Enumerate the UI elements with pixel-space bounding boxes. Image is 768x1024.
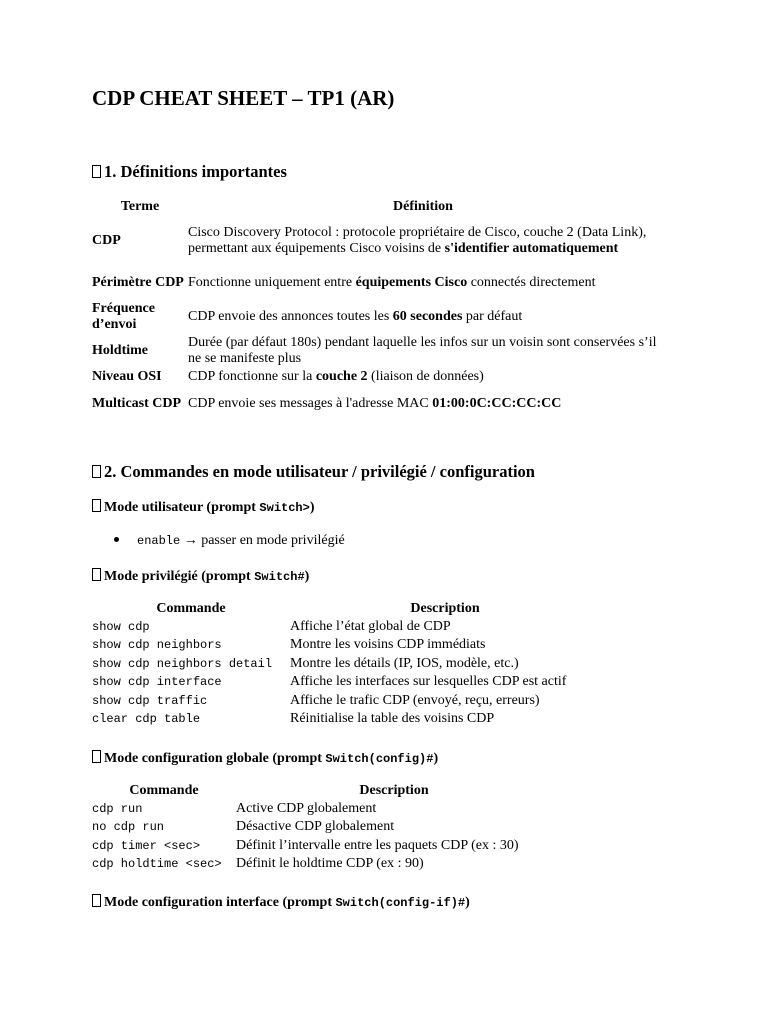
section1-heading-text: 1. Définitions importantes (104, 162, 287, 181)
term-cell: Niveau OSI (92, 369, 162, 385)
definition-text: CDP envoie ses messages à l'adresse MAC (188, 395, 433, 411)
table-header-row (92, 783, 552, 800)
description-cell: Désactive CDP globalement (236, 819, 395, 834)
definition-text: CDP envoie des annonces toutes les (188, 308, 393, 324)
command-cell: no cdp run (92, 820, 165, 834)
definition-emphasis: s'identifier automatiquement (444, 241, 619, 256)
prompt-text: Switch> (259, 501, 310, 515)
table-row (92, 800, 552, 819)
description-cell: Définit l’intervalle entre les paquets CDP (ex : 30) (236, 837, 519, 853)
heading-text: ) (465, 895, 470, 910)
definition-text: Durée (par défaut 180s) pendant laquelle les infos sur un voisin sont conservées s’il ne se manifeste plus (188, 334, 657, 366)
missing-glyph-icon (92, 894, 101, 907)
section2-heading-text: 2. Commandes en mode utilisateur / privilégié / configuration (104, 462, 535, 481)
definition-cell (188, 387, 658, 421)
command-cell: show cdp neighbors detail (92, 656, 273, 671)
user-mode-heading (92, 499, 315, 516)
description-cell: Affiche le trafic CDP (envoyé, reçu, erreurs) (290, 692, 540, 708)
missing-glyph-icon (92, 750, 101, 763)
description-cell: Définit le holdtime CDP (ex : 90) (236, 856, 424, 871)
definition-text: par défaut (462, 308, 523, 324)
table-row (92, 618, 600, 637)
column-header-definition: Définition (393, 199, 453, 215)
table-row (92, 692, 600, 711)
definition-cell (188, 216, 658, 266)
term-cell: Holdtime (92, 342, 148, 358)
arrow-icon: → (183, 533, 198, 548)
term-cell: Périmètre CDP (92, 274, 184, 290)
prompt-text: Switch(config-if)# (335, 896, 466, 910)
definition-cell (188, 266, 658, 300)
definition-text: connectés directement (467, 274, 596, 290)
table-row (92, 387, 658, 421)
description-cell: Montre les voisins CDP immédiats (290, 637, 486, 652)
description-cell: Montre les détails (IP, IOS, modèle, etc.) (290, 655, 519, 671)
description-cell: Affiche les interfaces sur lesquelles CDP est actif (290, 674, 567, 689)
missing-glyph-icon (92, 165, 101, 178)
prompt-text: Switch(config)# (325, 752, 434, 766)
heading-text: Mode configuration globale (prompt (104, 751, 326, 766)
term-cell: CDP (92, 232, 121, 248)
table-header-row (92, 601, 600, 618)
table-row (92, 837, 552, 856)
column-header-term: Terme (120, 199, 160, 215)
privileged-mode-heading (92, 568, 309, 585)
command-cell: show cdp traffic (92, 693, 208, 708)
command-cell: show cdp (92, 619, 150, 634)
heading-text: ) (433, 751, 439, 766)
table-row (92, 673, 600, 692)
heading-text: Mode configuration interface (prompt (104, 895, 336, 910)
table-row (92, 855, 552, 874)
privileged-commands-table (92, 601, 600, 729)
heading-text: ) (304, 569, 310, 584)
command-cell: cdp run (92, 801, 143, 816)
definition-text: CDP fonctionne sur la (188, 369, 316, 385)
document-title: CDP CHEAT SHEET – TP1 (AR) (92, 86, 395, 110)
column-header-description: Description (359, 783, 429, 798)
command-cell: show cdp interface (92, 675, 222, 689)
table-row (92, 655, 600, 674)
definition-text: Cisco Discovery Protocol : protocole propriétaire de Cisco, couche 2 (Data Link), permettant aux équipements Cisco voisins de (188, 224, 647, 256)
table-row (92, 710, 600, 729)
description-cell: Active CDP globalement (236, 800, 377, 816)
table-row (92, 636, 600, 655)
definition-cell (188, 334, 658, 368)
definition-text: (liaison de données) (367, 369, 484, 385)
table-row (92, 266, 658, 300)
missing-glyph-icon (92, 499, 101, 512)
bullet-text: passer en mode privilégié (201, 533, 345, 548)
definition-emphasis: 60 secondes (392, 308, 463, 324)
missing-glyph-icon (92, 568, 101, 581)
command-cell: clear cdp table (92, 712, 201, 726)
description-cell: Affiche l’état global de CDP (290, 618, 451, 634)
table-row (92, 818, 552, 837)
list-item (114, 533, 345, 549)
global-config-mode-heading (92, 750, 438, 767)
command-cell: show cdp neighbors (92, 638, 222, 652)
table-row (92, 368, 658, 387)
definition-cell (188, 368, 658, 387)
column-header-command: Commande (156, 601, 226, 616)
table-header-row (92, 199, 658, 216)
bullet-icon (114, 537, 119, 542)
definition-emphasis: couche 2 (315, 369, 368, 385)
section2-heading (92, 462, 535, 482)
column-header-command: Commande (129, 783, 199, 798)
prompt-text: Switch# (254, 570, 305, 584)
table-row (92, 334, 658, 368)
term-cell: Multicast CDP (92, 395, 182, 411)
missing-glyph-icon (92, 465, 101, 478)
term-cell: Fréquence d’envoi (92, 300, 155, 332)
command-cell: cdp holdtime <sec> (92, 857, 222, 871)
description-cell: Réinitialise la table des voisins CDP (290, 711, 495, 726)
heading-text: Mode privilégié (prompt (104, 569, 255, 584)
definition-cell (188, 300, 658, 334)
table-row (92, 216, 658, 266)
definition-text: Fonctionne uniquement entre (188, 274, 356, 290)
definitions-table (92, 199, 658, 421)
interface-config-mode-heading (92, 894, 470, 911)
definition-emphasis: 01:00:0C:CC:CC:CC (432, 395, 562, 411)
global-commands-table (92, 783, 552, 874)
column-header-description: Description (410, 601, 480, 616)
heading-text: Mode utilisateur (prompt (104, 500, 260, 515)
heading-text: ) (309, 500, 315, 515)
definition-emphasis: équipements Cisco (355, 274, 468, 290)
command-text: enable (137, 534, 181, 548)
table-row (92, 300, 658, 334)
command-cell: cdp timer <sec> (92, 838, 201, 853)
section1-heading (92, 162, 287, 182)
